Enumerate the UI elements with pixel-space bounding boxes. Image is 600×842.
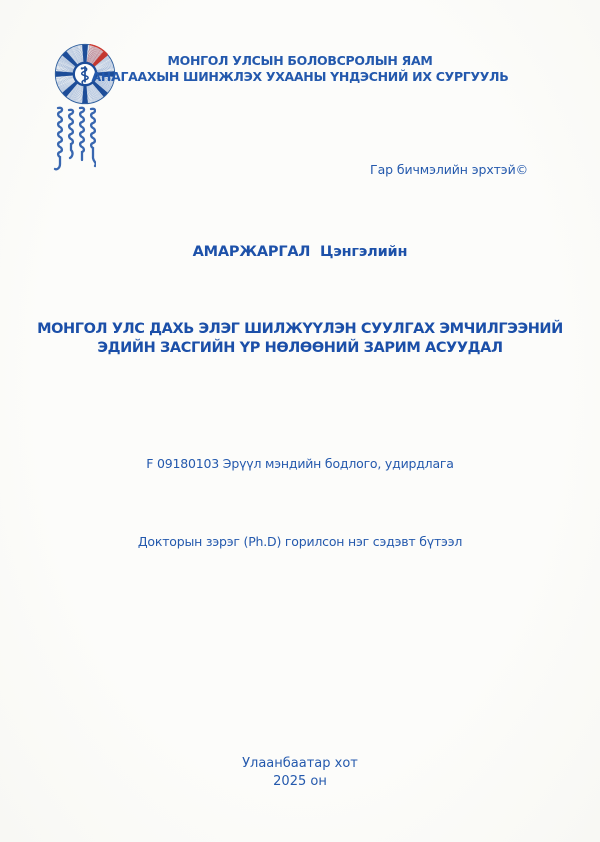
institution-header [0, 53, 600, 85]
copyright-notice: Гар бичмэлийн эрхтэй© [370, 162, 528, 177]
author-name: АМАРЖАРГАЛ Цэнгэлийн [192, 244, 408, 260]
imprint-city: Улаанбаатар хот [242, 756, 358, 771]
imprint-year: 2025 он [273, 774, 327, 789]
thesis-title-line-2: ЭДИЙН ЗАСГИЙН ҮР НӨЛӨӨНИЙ ЗАРИМ АСУУДАЛ [97, 340, 503, 356]
thesis-title-line-1: МОНГОЛ УЛС ДАХЬ ЭЛЭГ ШИЛЖҮҮЛЭН СУУЛГАХ ЭМЧИЛГЭЭНИЙ [37, 321, 563, 337]
thesis-title [28, 320, 572, 358]
program-code-line: F 09180103 Эрүүл мэндийн бодлого, удирдлага [146, 456, 454, 471]
imprint [0, 755, 600, 791]
university-name: АНАГААХЫН ШИНЖЛЭХ УХААНЫ ҮНДЭСНИЙ ИХ СУРГУУЛЬ [91, 69, 509, 84]
ministry-name: МОНГОЛ УЛСЫН БОЛОВСРОЛЫН ЯАМ [167, 53, 433, 68]
traditional-mongolian-vertical-script-icon [52, 105, 96, 185]
degree-statement: Докторын зэрэг (Ph.D) горилсон нэг сэдэвт бүтээл [137, 534, 463, 549]
